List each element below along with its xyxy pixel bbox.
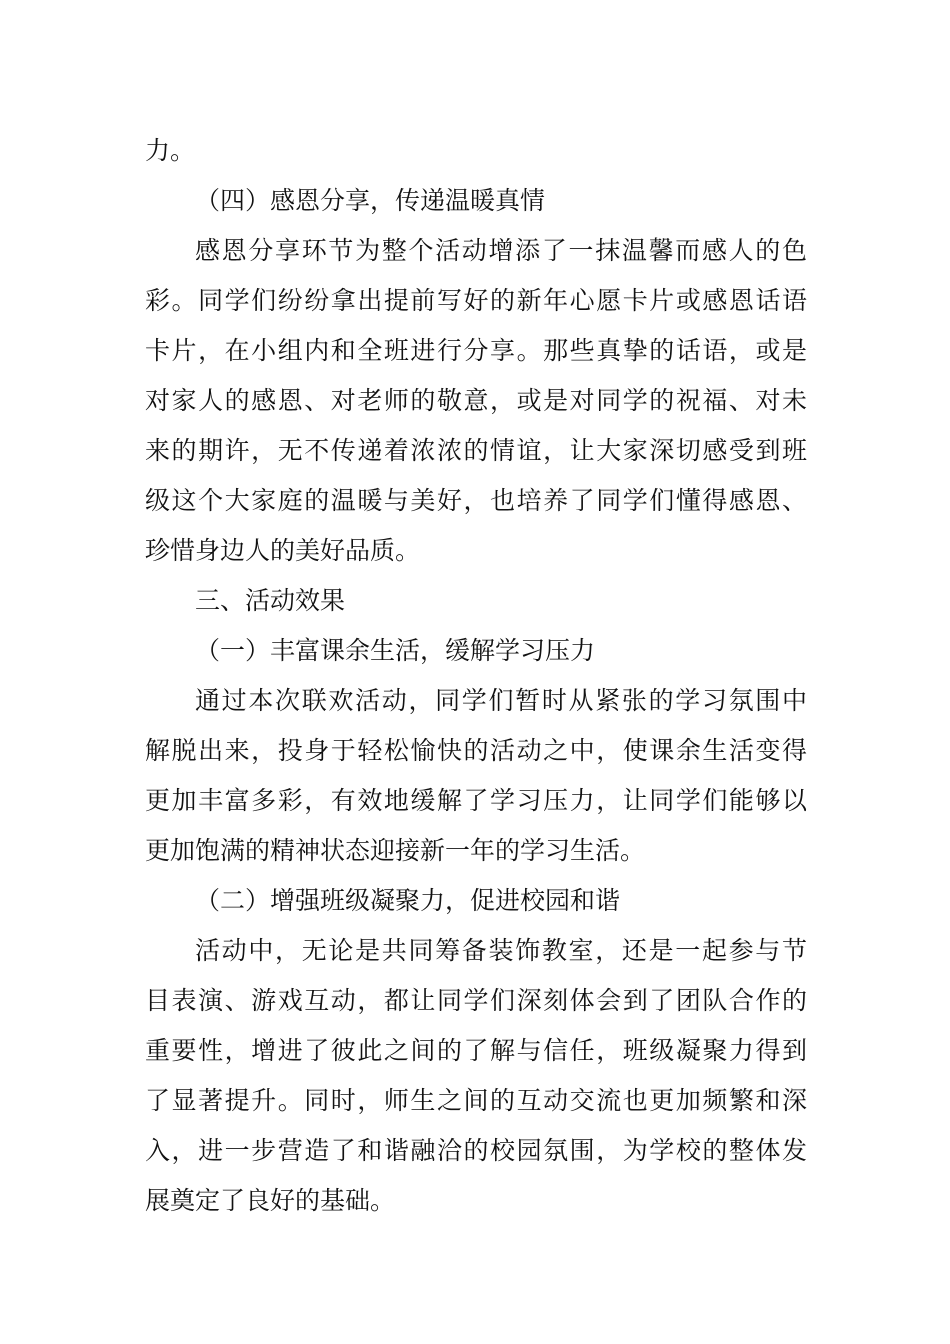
text-line: 对家人的感恩、对老师的敬意，或是对同学的祝福、对未 <box>145 386 807 415</box>
text-line: 入，进一步营造了和谐融洽的校园氛围，为学校的整体发 <box>145 1136 807 1165</box>
text-line: 级这个大家庭的温暖与美好，也培养了同学们懂得感恩、 <box>145 486 807 515</box>
text-line: （四）感恩分享，传递温暖真情 <box>195 186 546 215</box>
text-line: 活动中，无论是共同筹备装饰教室，还是一起参与节 <box>195 936 807 965</box>
text-line: 力。 <box>145 136 196 165</box>
text-line: 展奠定了良好的基础。 <box>145 1186 396 1215</box>
text-line: 通过本次联欢活动，同学们暂时从紧张的学习氛围中 <box>195 686 807 715</box>
text-line: 珍惜身边人的美好品质。 <box>145 536 421 565</box>
text-line: 三、活动效果 <box>195 586 346 615</box>
text-line: 彩。同学们纷纷拿出提前写好的新年心愿卡片或感恩话语 <box>145 286 807 315</box>
document-page <box>145 126 807 1226</box>
text-line: 了显著提升。同时，师生之间的互动交流也更加频繁和深 <box>145 1086 807 1115</box>
text-line: 感恩分享环节为整个活动增添了一抹温馨而感人的色 <box>195 236 807 265</box>
text-line: 更加饱满的精神状态迎接新一年的学习生活。 <box>145 836 646 865</box>
text-line: 更加丰富多彩，有效地缓解了学习压力，让同学们能够以 <box>145 786 807 815</box>
text-line: （一）丰富课余生活，缓解学习压力 <box>195 636 596 665</box>
text-line: （二）增强班级凝聚力，促进校园和谐 <box>195 886 621 915</box>
text-line: 目表演、游戏互动，都让同学们深刻体会到了团队合作的 <box>145 986 807 1015</box>
text-line: 解脱出来，投身于轻松愉快的活动之中，使课余生活变得 <box>145 736 807 765</box>
text-line: 来的期许，无不传递着浓浓的情谊，让大家深切感受到班 <box>145 436 807 465</box>
text-line: 卡片，在小组内和全班进行分享。那些真挚的话语，或是 <box>145 336 807 365</box>
text-line: 重要性，增进了彼此之间的了解与信任，班级凝聚力得到 <box>145 1036 807 1065</box>
